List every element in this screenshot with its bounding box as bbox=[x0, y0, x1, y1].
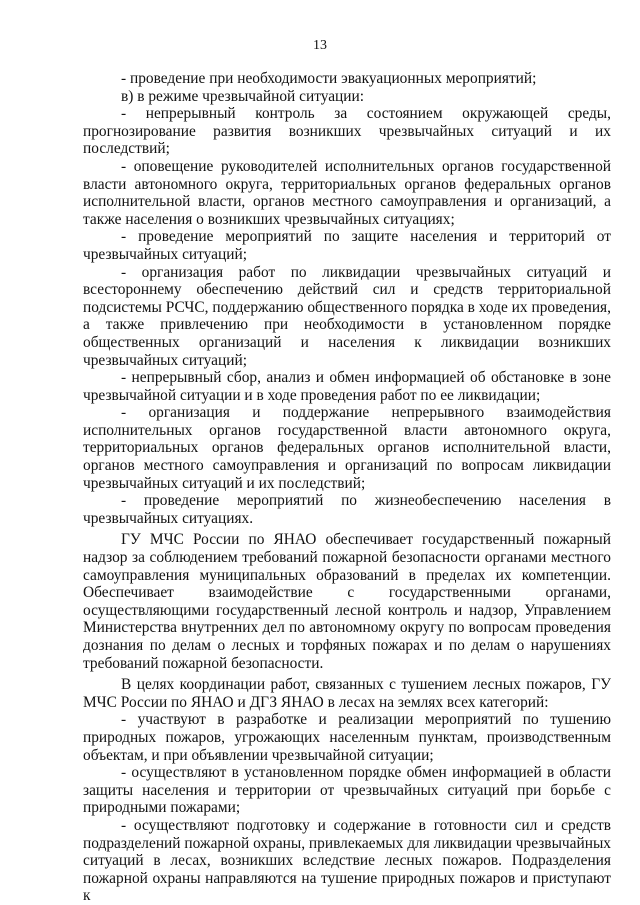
paragraph-protection: - проведение мероприятий по защите населения и территорий от чрезвычайных ситуаций; bbox=[83, 228, 611, 263]
paragraph-emergency-mode-heading: в) в режиме чрезвычайной ситуации: bbox=[121, 87, 365, 105]
paragraph-information-exchange: - непрерывный сбор, анализ и обмен информацией об обстановке в зоне чрезвычайной ситуации и в ходе проведения работ по ее ликвидации; bbox=[83, 369, 611, 404]
document-body bbox=[83, 70, 611, 905]
paragraph-notification: - оповещение руководителей исполнительных органов государственной власти автономного округа, территориальных органов федеральных органов исполнительной власти, органов местного самоуправления и организаций, а также населения о возникших чрезвычайных ситуациях; bbox=[83, 157, 611, 228]
paragraph-information-sharing: - осуществляют в установленном порядке обмен информацией в области защиты населения и территории от чрезвычайных ситуаций при борьбе с природными пожарами; bbox=[83, 764, 611, 817]
paragraph-monitoring: - непрерывный контроль за состоянием окружающей среды, прогнозирование развития возникших чрезвычайных ситуаций и их последствий; bbox=[83, 105, 611, 158]
paragraph-coordination: В целях координации работ, связанных с тушением лесных пожаров, ГУ МЧС России по ЯНАО и ДГЗ ЯНАО в лесах на землях всех категорий: bbox=[83, 676, 611, 711]
paragraph-liquidation-works: - организация работ по ликвидации чрезвычайных ситуаций и всестороннему обеспечению действий сил и средств территориальной подсистемы РСЧС, поддержанию общественного порядка в ходе их проведения, а также привлечению при необходимости в установленном порядке общественных организаций и населения к ликвидации возникших чрезвычайных ситуаций; bbox=[83, 263, 611, 369]
page-number: 13 bbox=[313, 38, 327, 53]
paragraph-readiness: - осуществляют подготовку и содержание в готовности сил и средств подразделений пожарной охраны, привлекаемых для ликвидации чрезвычайных ситуаций в лесах, возникших вследствие лесных пожаров. Подразделения пожарной охраны направляются на тушение природных пожаров и приступают к bbox=[83, 816, 611, 905]
paragraph-fire-supervision: ГУ МЧС России по ЯНАО обеспечивает государственный пожарный надзор за соблюдением требований пожарной безопасности органами местного самоуправления муниципальных образований в пределах их компетенции. Обеспечивает взаимодействие с государственными органами, осуществляющими государственный лесной контроль и надзор, Управлением Министерства внутренних дел по автономному округу по вопросам проведения дознания по делам о лесных и торфяных пожарах и по делам о нарушениях требований пожарной безопасности. bbox=[83, 531, 611, 672]
paragraph-life-support: - проведение мероприятий по жизнеобеспечению населения в чрезвычайных ситуациях. bbox=[83, 492, 611, 527]
paragraph-interaction: - организация и поддержание непрерывного взаимодействия исполнительных органов государственной власти автономного округа, территориальных органов федеральных органов исполнительной власти, органов местного самоуправления и организаций по вопросам ликвидации чрезвычайных ситуаций и их последствий; bbox=[83, 404, 611, 492]
paragraph-evacuation: - проведение при необходимости эвакуационных мероприятий; bbox=[121, 70, 537, 87]
paragraph-participation: - участвуют в разработке и реализации мероприятий по тушению природных пожаров, угрожающих населенным пунктам, производственным объектам, и при объявлении чрезвычайной ситуации; bbox=[83, 711, 611, 764]
